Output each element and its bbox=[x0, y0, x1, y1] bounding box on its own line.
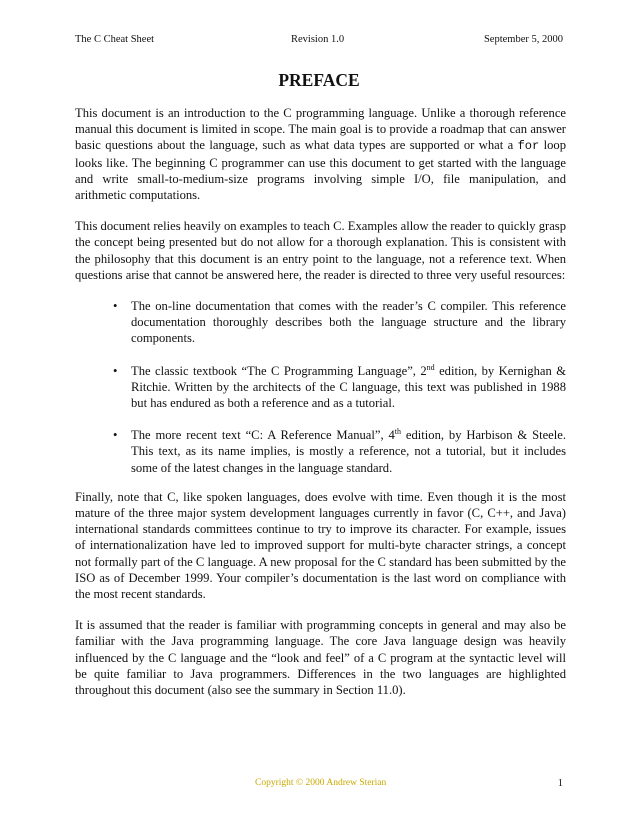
paragraph-intro bbox=[75, 105, 566, 203]
bullet-icon: • bbox=[113, 363, 118, 378]
page-body bbox=[75, 105, 566, 698]
paragraph-examples: This document relies heavily on examples to teach C. Examples allow the reader to quickly grasp the concept being presented but do not allow for a thorough explanation. This is consistent with the philosophy that this document is an entry point to the language, not a reference text. When questions arise that cannot be answered here, the reader is directed to three very useful resources: bbox=[75, 219, 567, 282]
paragraph-intro-text-after: loop looks like. The beginning C programmer can use this document to get started with the language and write small-to-medium-size programs involving simple I/O, file manipulation, and arithmetic computations. bbox=[75, 138, 566, 203]
paragraph-intro-text-before: This document is an introduction to the C programming language. Unlike a thorough reference manual this document is limited in scope. The main goal is to provide a roadmap that can answer basic questions about the language, such as what data types are supported or what a bbox=[75, 106, 566, 153]
code-keyword-for: for bbox=[517, 139, 540, 154]
ordinal-superscript: th bbox=[394, 427, 402, 437]
page-number: 1 bbox=[557, 778, 563, 789]
header-doc-title: The C Cheat Sheet bbox=[75, 34, 155, 45]
resource-list bbox=[75, 298, 566, 476]
bullet-icon: • bbox=[113, 299, 118, 314]
list-item-text-before: The more recent text “C: A Reference Manual”, 4 bbox=[131, 428, 395, 443]
list-item bbox=[75, 298, 566, 347]
list-item bbox=[75, 363, 566, 412]
paragraph-evolution: Finally, note that C, like spoken languages, does evolve with time. Even though it is the most mature of the three major system development languages currently in favor (C, C++, and Java) international standards committees continue to try to improve its character. For example, issues of internationalization have led to improved support for multi-byte character strings, a concept not formally part of the C language. A new proposal for the C standard has been submitted by the ISO as of December 1999. Your compiler’s documentation is the last word on compliance with the most recent standards. bbox=[75, 489, 566, 602]
header-revision: Revision 1.0 bbox=[291, 34, 345, 45]
list-item bbox=[75, 427, 566, 476]
bullet-icon: • bbox=[113, 428, 118, 443]
page-title: PREFACE bbox=[278, 70, 360, 90]
list-item-text-after: edition, by Kernighan & Ritchie. Written by the architects of the C language, this text was published in 1988 but has endured as both a reference and as a tutorial. bbox=[131, 363, 566, 411]
paragraph-assumptions: It is assumed that the reader is familiar with programming concepts in general and may also be familiar with the Java programming language. The core Java language design was heavily influenced by the C language and the “look and feel” of a C program at the syntactic level will be quite familiar to Java programmers. Differences in the two languages are highlighted throughout this document (also see the summary in Section 11.0). bbox=[75, 618, 566, 698]
list-item-text: The on-line documentation that comes with the reader’s C compiler. This reference documentation thoroughly describes both the language structure and the library components. bbox=[131, 299, 566, 346]
list-item-text-after: edition, by Harbison & Steele. This text, as its name implies, is mostly a reference, not a tutorial, but it includes some of the latest changes in the language standard. bbox=[131, 428, 566, 475]
header-date: September 5, 2000 bbox=[483, 34, 563, 45]
list-item-text-before: The classic textbook “The C Programming Language”, 2 bbox=[131, 363, 427, 378]
ordinal-superscript: nd bbox=[426, 362, 435, 372]
footer-copyright: Copyright © 2000 Andrew Sterian bbox=[255, 778, 387, 788]
